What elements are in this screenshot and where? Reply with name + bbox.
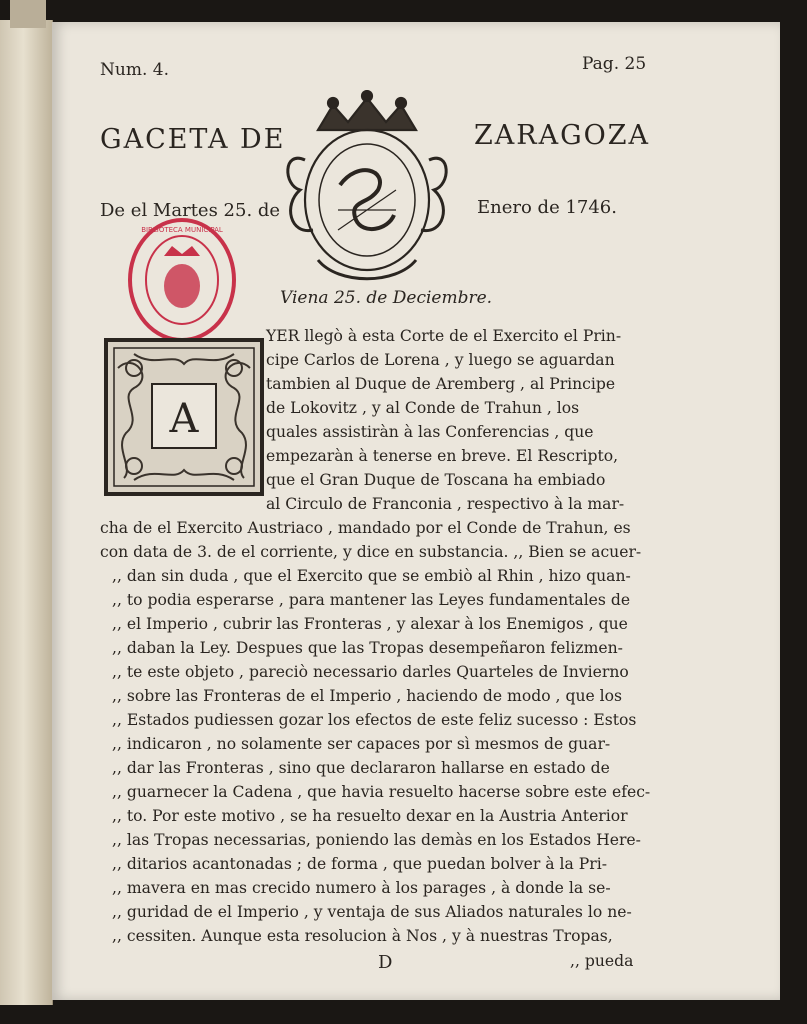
text-line: empezaràn à tenerse en breve. El Rescripto, xyxy=(266,447,619,465)
text-line: ,, las Tropas necessarias, poniendo las demàs en los Estados Here- xyxy=(112,831,641,849)
text-line: ,, to. Por este motivo , se ha resuelto dexar en la Austria Anterior xyxy=(112,807,628,825)
text-line: ,, ditarios acantonadas ; de forma , que puedan bolver à la Pri- xyxy=(112,855,607,873)
text-line: ,, mavera en mas crecido numero à los parages , à donde la se- xyxy=(112,879,611,897)
text-line: ,, te este objeto , pareciò necessario darles Quarteles de Invierno xyxy=(112,663,629,681)
text-line: ,, dan sin duda , que el Exercito que se embiò al Rhin , hizo quan- xyxy=(112,567,631,585)
svg-text:A: A xyxy=(169,396,199,442)
text-line: de Lokovitz , y al Conde de Trahun , los xyxy=(266,399,580,417)
article-body xyxy=(52,22,780,1000)
text-line: ,, to podia esperarse , para mantener las Leyes fundamentales de xyxy=(112,591,631,609)
book-spine-top xyxy=(10,0,46,28)
text-line: ,, daban la Ley. Despues que las Tropas desempeñaron felizmen- xyxy=(112,639,623,657)
catchword: ,, pueda xyxy=(570,952,634,970)
text-line: ,, cessiten. Aunque esta resolucion à Nos , y à nuestras Tropas, xyxy=(112,927,613,945)
svg-text:BIBLIOTECA MUNICIPAL: BIBLIOTECA MUNICIPAL xyxy=(141,226,223,234)
title-left: GACETA DE xyxy=(100,124,286,155)
text-line: al Circulo de Franconia , respectivo à la mar- xyxy=(266,495,625,513)
text-line: ,, guarnecer la Cadena , que havia resuelto hacerse sobre este efec- xyxy=(112,783,651,801)
text-line: quales assistiràn à las Conferencias , que xyxy=(266,423,594,441)
text-line: ,, el Imperio , cubrir las Fronteras , y alexar à los Enemigos , que xyxy=(112,615,628,633)
signature-mark: D xyxy=(378,952,393,973)
text-line: que el Gran Duque de Toscana ha embiado xyxy=(266,471,606,489)
text-line: ,, Estados pudiessen gozar los efectos de este feliz sucesso : Estos xyxy=(112,711,637,729)
text-line: ,, guridad de el Imperio , y ventaja de sus Aliados naturales lo ne- xyxy=(112,903,632,921)
article-dateline: Viena 25. de Deciembre. xyxy=(280,288,493,308)
text-line: ,, sobre las Fronteras de el Imperio , haciendo de modo , que los xyxy=(112,687,623,705)
page-number: Pag. 25 xyxy=(582,54,647,74)
book-spine-edge xyxy=(0,20,53,1005)
newspaper-page xyxy=(52,22,780,1000)
text-line: ,, indicaron , no solamente ser capaces por sì mesmos de guar- xyxy=(112,735,611,753)
text-line: YER llegò à esta Corte de el Exercito el Prin- xyxy=(266,327,622,345)
issue-number: Num. 4. xyxy=(100,60,169,80)
text-line: cha de el Exercito Austriaco , mandado por el Conde de Trahun, es xyxy=(100,519,631,537)
text-line: con data de 3. de el corriente, y dice en substancia. ,, Bien se acuer- xyxy=(100,543,642,561)
text-line: tambien al Duque de Aremberg , al Principe xyxy=(266,375,616,393)
text-line: ,, dar las Fronteras , sino que declararon hallarse en estado de xyxy=(112,759,610,777)
text-line: cipe Carlos de Lorena , y luego se aguardan xyxy=(266,351,615,369)
date-right: Enero de 1746. xyxy=(477,197,617,218)
title-right: ZARAGOZA xyxy=(474,120,651,151)
date-left: De el Martes 25. de xyxy=(100,200,281,221)
